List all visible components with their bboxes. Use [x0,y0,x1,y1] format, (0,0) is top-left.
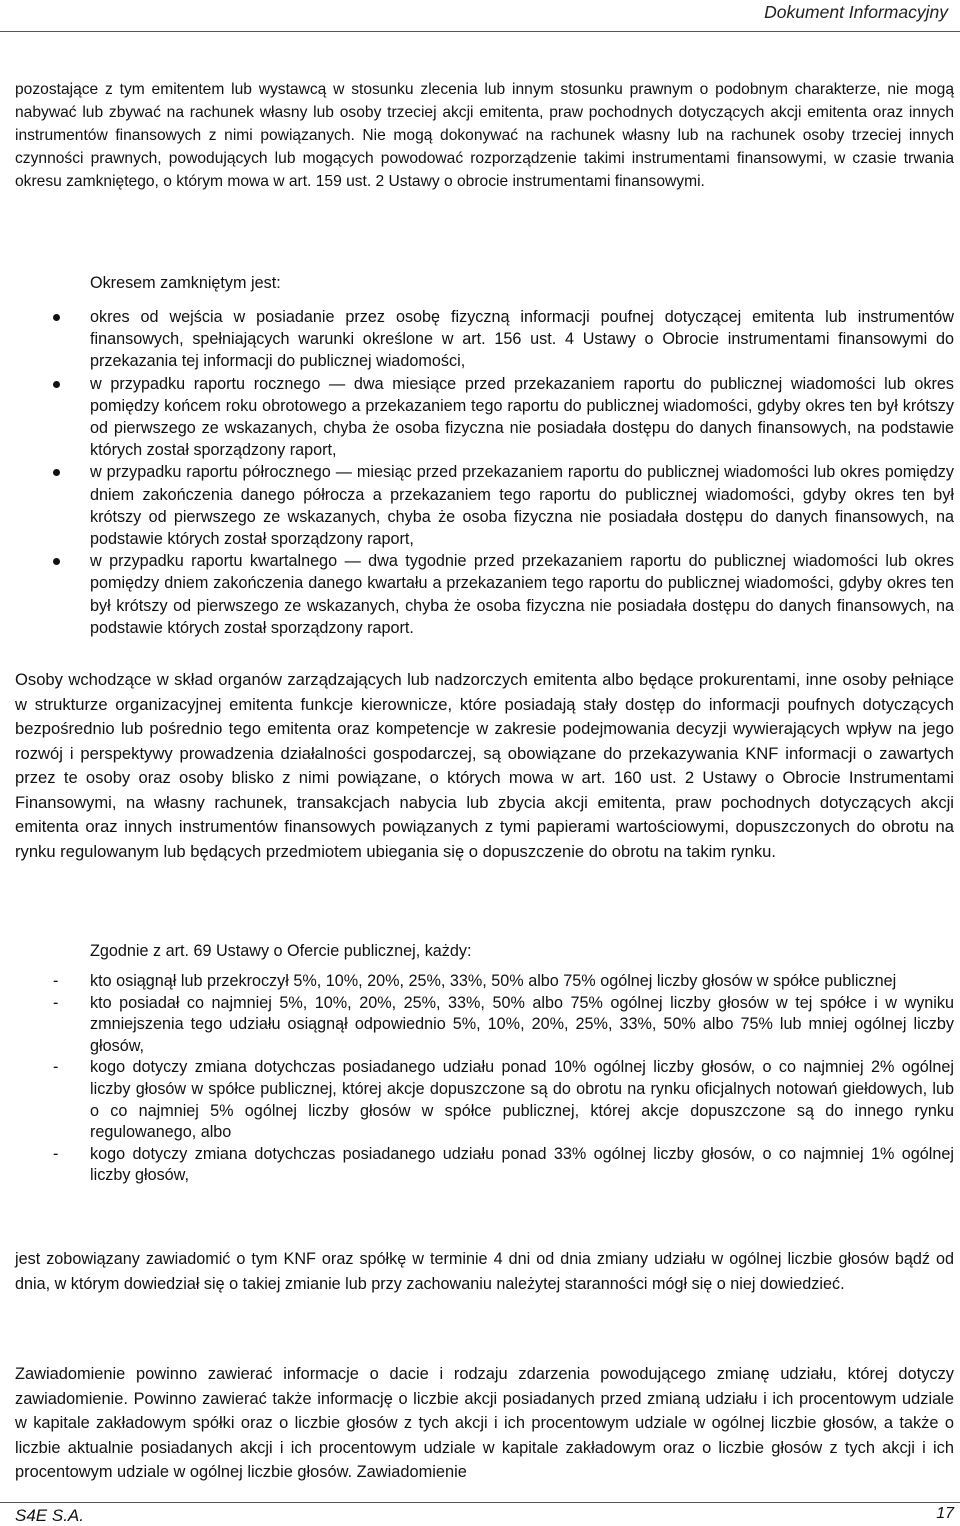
header-divider [0,31,960,32]
list-item [15,461,954,550]
art69-list [15,971,954,1187]
list-item [15,993,954,1058]
footer-divider [0,1502,960,1503]
closed-period-lead: Okresem zamkniętym jest: [90,274,281,292]
dash-marker: - [53,993,59,1012]
bullet-icon [53,469,60,476]
list-item [15,1144,954,1187]
dash-marker: - [53,972,59,990]
page-header [0,0,960,33]
list-item-text: kogo dotyczy zmiana dotychczas posiadanego udziału ponad 33% ogólnej liczby głosów, o co najmniej 1% ogólnej liczby głosów, [90,1144,954,1185]
dash-marker: - [53,1058,59,1077]
list-item-text: okres od wejścia w posiadanie przez osobę fizyczną informacji poufnej dotyczącej emitenta lub instrumentów finansowych, spełniających warunki określone w art. 156 ust. 4 Ustawy o Obrocie instrumentami finansowymi do przekazania tej informacji do publicznej wiadomości, [90,308,954,371]
document-title: Dokument Informacyjny [764,2,948,22]
list-item-text: kto posiadał co najmniej 5%, 10%, 20%, 25%, 33%, 50% albo 75% ogólnej liczby głosów w tej spółce i w wyniku zmniejszenia tego udziału osiągnął odpowiednio 5%, 10%, 20%, 25%, 33%, 50% albo 75% lub mniej ogólnej liczby głosów, [90,993,954,1055]
list-item-text: w przypadku raportu rocznego — dwa miesiące przed przekazaniem raportu do publicznej wiadomości lub okres pomiędzy końcem roku obrotowego a przekazaniem tego raportu do publicznej wiadomości, gdyby okres ten był krótszy od pierwszego ze wskazanych, chyba że osoba fizyczna nie posiadała dostępu do danych finansowych, na podstawie których został sporządzony raport, [90,374,954,460]
footer-company: S4E S.A. [15,1506,84,1525]
paragraph-notification-content: Zawiadomienie powinno zawierać informacje o dacie i rodzaju zdarzenia powodującego zmianę udziału, której dotyczy zawiadomienie. Powinno zawierać także informację o liczbie akcji posiadanych przed zmianą udziału i ich procentowym udziale w kapitale zakładowym spółki oraz o liczbie głosów z tych akcji i ich procentowym udziale w ogólnej liczbie głosów, a także o liczbie aktualnie posiadanych akcji i ich procentowym udziale w kapitale zakładowym oraz o liczbie głosów z tych akcji i ich procentowym udziale w ogólnej liczbie głosów. Zawiadomienie [15,1365,954,1482]
list-item [15,971,954,993]
paragraph-insider-reporting: Osoby wchodzące w skład organów zarządzających lub nadzorczych emitenta albo będące prokurentami, inne osoby pełniące w strukturze organizacyjnej emitenta funkcje kierownicze, które posiadają stały dostęp do informacji poufnych dotyczących bezpośrednio lub pośrednio tego emitenta oraz kompetencje w zakresie podejmowania decyzji wywierających wpływ na jego rozwój i perspektywy prowadzenia działalności gospodarczej, są obowiązane do przekazywania KNF informacji o zawartych przez te osoby oraz osoby blisko z nimi powiązane, o których mowa w art. 160 ust. 2 Ustawy o Obrocie Instrumentami Finansowymi, na własny rachunek, transakcjach nabycia lub zbycia akcji emitenta, praw pochodnych dotyczących akcji emitenta oraz innych instrumentów finansowych powiązanych z tymi papierami wartościowymi, dopuszczonych do obrotu na rynku regulowanym lub będących przedmiotem ubiegania się o dopuszczenie do obrotu na takim rynku. [15,670,954,861]
art69-lead: Zgodnie z art. 69 Ustawy o Ofercie publicznej, każdy: [90,942,472,960]
page-footer [0,1501,960,1526]
bullet-icon [53,558,60,565]
list-item-text: kogo dotyczy zmiana dotychczas posiadanego udziału ponad 10% ogólnej liczby głosów, o co najmniej 2% ogólnej liczby głosów w spółce publicznej, której akcje dopuszczone są do obrotu na rynku oficjalnych notowań giełdowych, lub o co najmniej 5% ogólnej liczby głosów w spółce publicznej, której akcje dopuszczone są do innego rynku regulowanego, albo [90,1058,954,1142]
closed-period-list [15,306,954,639]
dash-marker: - [53,1144,59,1163]
paragraph-trading-restrictions: pozostające z tym emitentem lub wystawcą w stosunku zlecenia lub innym stosunku prawnym o podobnym charakterze, nie mogą nabywać lub zbywać na rachunek własny lub osoby trzeciej akcji emitenta, praw pochodnych dotyczących akcji emitenta oraz innych instrumentów finansowych z nimi powiązanych. Nie mogą dokonywać na rachunek własny lub na rachunek osoby trzeciej innych czynności prawnych, powodujących lub mogących powodować rozporządzenie takimi instrumentami finansowymi, w czasie trwania okresu zamkniętego, o którym mowa w art. 159 ust. 2 Ustawy o obrocie instrumentami finansowymi. [15,81,954,190]
bullet-icon [53,314,60,321]
bullet-icon [53,381,60,388]
list-item [15,1057,954,1143]
list-item [15,306,954,373]
page-number: 17 [936,1505,954,1522]
list-item [15,550,954,639]
paragraph-notification-obligation: jest zobowiązany zawiadomić o tym KNF oraz spółkę w terminie 4 dni od dnia zmiany udziału w ogólnej liczbie głosów bądź od dnia, w którym dowiedział się o takiej zmianie lub przy zachowaniu należytej staranności mógł się o niej dowiedzieć. [15,1250,954,1293]
list-item-text: kto osiągnął lub przekroczył 5%, 10%, 20%, 25%, 33%, 50% albo 75% ogólnej liczby głosów w spółce publicznej [90,972,897,990]
list-item-text: w przypadku raportu kwartalnego — dwa tygodnie przed przekazaniem raportu do publicznej wiadomości lub okres pomiędzy dniem zakończenia danego kwartału a przekazaniem tego raportu do publicznej wiadomości, gdyby okres ten był krótszy od pierwszego ze wskazanych, chyba że osoba fizyczna nie posiadała dostępu do danych finansowych, na podstawie których został sporządzony raport. [90,552,954,637]
list-item [15,373,954,462]
list-item-text: w przypadku raportu półrocznego — miesiąc przed przekazaniem raportu do publicznej wiadomości lub okres pomiędzy dniem zakończenia danego półrocza a przekazaniem tego raportu do publicznej wiadomości, gdyby okres ten był krótszy od pierwszego ze wskazanych, chyba że osoba fizyczna nie posiadała dostępu do danych finansowych, na podstawie których został sporządzony raport, [90,463,954,549]
